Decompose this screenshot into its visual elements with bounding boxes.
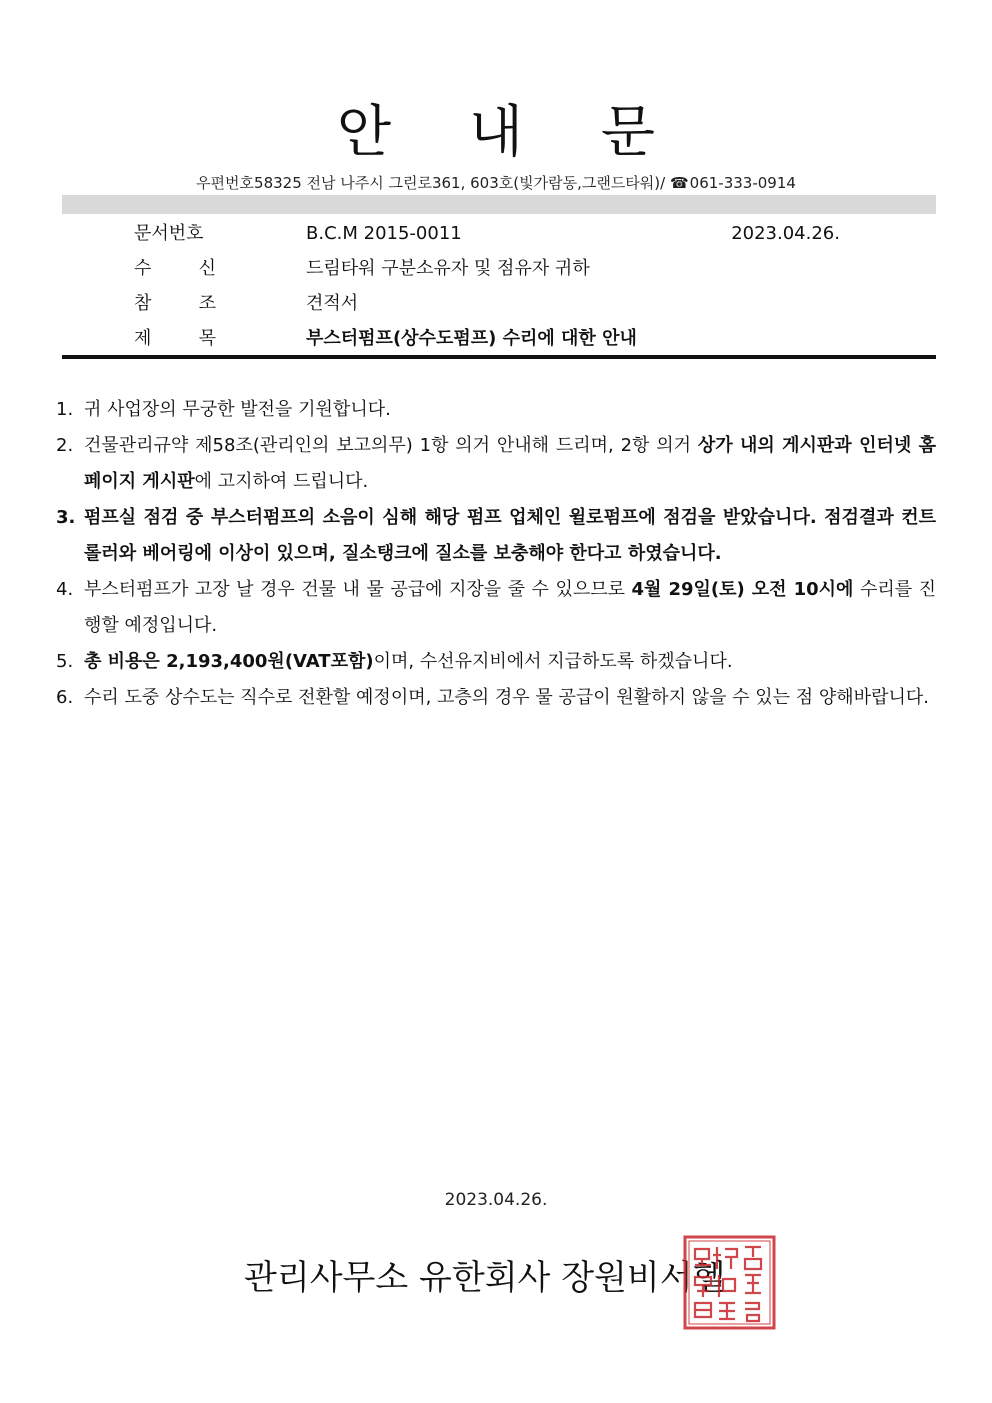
doc-date: 2023.04.26. <box>731 223 840 244</box>
doc-no-value: B.C.M 2015-0011 <box>306 223 462 244</box>
item-number: 1. <box>56 399 74 420</box>
subject-label-char-2: 목 <box>198 328 216 349</box>
list-item <box>52 644 936 680</box>
document-meta <box>62 216 936 356</box>
item-text: 수리 도중 상수도는 직수로 전환할 예정이며, 고층의 경우 물 공급이 원활하지 않을 수 있는 점 양해바랍니다. <box>84 687 929 708</box>
subject-label-char-1: 제 <box>134 328 152 349</box>
reference-label <box>134 286 216 321</box>
list-item <box>52 500 936 572</box>
item-number: 2. <box>56 435 74 456</box>
header-bottom-rule <box>62 355 936 359</box>
item-text: 귀 사업장의 무궁한 발전을 기원합니다. <box>84 399 391 420</box>
header-divider-bar <box>62 195 936 214</box>
recipient-label-char-1: 수 <box>134 258 152 279</box>
subject-value: 부스터펌프(상수도펌프) 수리에 대한 안내 <box>306 328 637 349</box>
footer-date: 2023.04.26. <box>444 1190 548 1210</box>
reference-label-char-2: 조 <box>198 293 216 314</box>
recipient-label-char-2: 신 <box>198 258 216 279</box>
item-number: 4. <box>56 579 74 600</box>
item-number: 6. <box>56 687 74 708</box>
meta-row-reference <box>62 286 936 321</box>
item-text: 이며, 수선유지비에서 지급하도록 하겠습니다. <box>373 651 733 672</box>
meta-row-recipient <box>62 251 936 286</box>
subject-label <box>134 321 216 356</box>
recipient-value: 드림타워 구분소유자 및 점유자 귀하 <box>306 258 590 279</box>
reference-value: 견적서 <box>306 293 359 314</box>
list-item <box>52 572 936 644</box>
item-text: 펌프실 점검 중 부스터펌프의 소음이 심해 해당 펌프 업체인 윌로펌프에 점검을 받았습니다. 점검결과 컨트롤러와 베어링에 이상이 있으며, 질소탱크에 질소를 보충해야 한다고 하였습니다. <box>84 507 936 564</box>
list-item <box>52 680 936 716</box>
address-line <box>0 172 992 194</box>
item-text: 부스터펌프가 고장 날 경우 건물 내 물 공급에 지장을 줄 수 있으므로 <box>84 579 632 600</box>
item-text-emphasis: 총 비용은 2,193,400원(VAT포함) <box>84 651 374 672</box>
phone-number: 061-333-0914 <box>689 174 796 192</box>
meta-row-doc-no <box>62 216 936 251</box>
telephone-icon: ☎ <box>669 174 689 192</box>
recipient-label <box>134 251 216 286</box>
page-title: 안 내 문 <box>337 100 685 165</box>
list-item <box>52 428 936 500</box>
list-item <box>52 392 936 428</box>
item-number: 3. <box>56 507 76 528</box>
item-text: 수리를 진행할 예정입니다. <box>84 579 936 636</box>
item-number: 5. <box>56 651 74 672</box>
item-text: 에 고지하여 드립니다. <box>194 471 369 492</box>
doc-no-label: 문서번호 <box>134 223 204 244</box>
sender-name: 관리사무소 유한회사 장원비서헬 <box>244 1258 726 1298</box>
reference-label-char-1: 참 <box>134 293 152 314</box>
item-text: 건물관리규약 제58조(관리인의 보고의무) 1항 의거 안내해 드리며, 2항 의거 <box>84 435 698 456</box>
notice-items <box>52 392 936 716</box>
item-text-emphasis: 상가 내의 게시판과 인터넷 홈페이지 게시판 <box>84 435 936 492</box>
item-text-emphasis: 4월 29일(토) 오전 10시에 <box>631 579 854 600</box>
official-seal-icon <box>683 1235 776 1330</box>
meta-row-subject <box>62 321 936 356</box>
address-text: 우편번호58325 전남 나주시 그린로361, 603호(빛가람동,그랜드타워)/ <box>196 174 666 192</box>
